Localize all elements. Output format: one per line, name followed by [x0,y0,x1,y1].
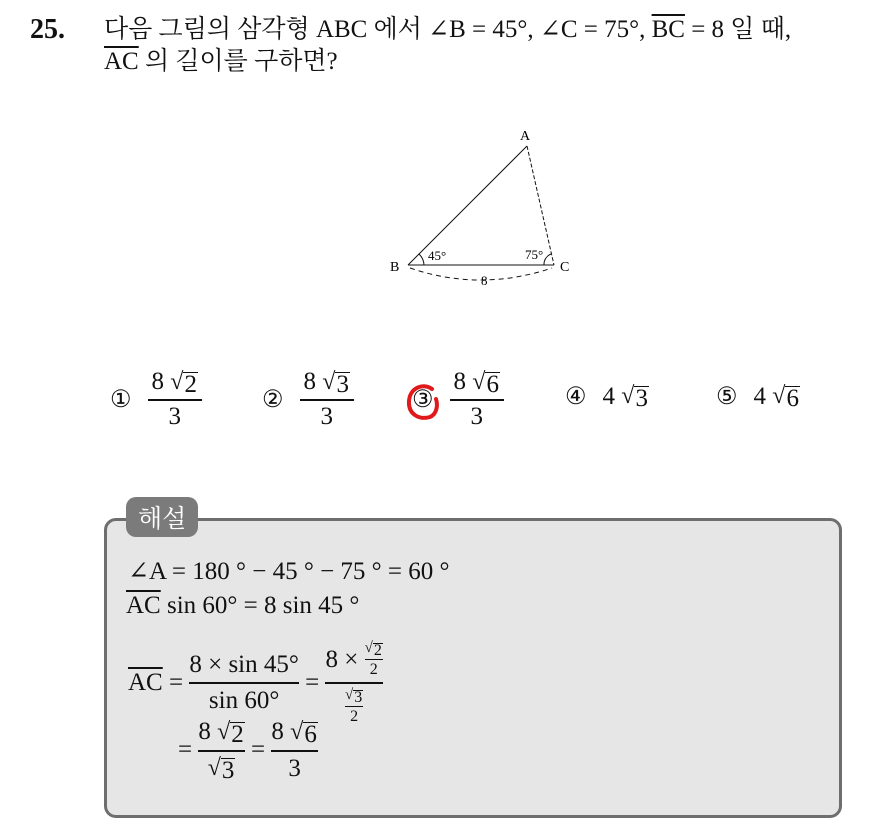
vertex-c-label: C [560,260,570,275]
choice-2[interactable] [262,368,354,431]
angle-c-arc [544,254,551,265]
choice-marker: ② [262,386,284,413]
choice-marker: ⑤ [716,384,738,410]
segment-ac: $\overline{AC}$ [104,48,139,75]
sqrt: √ 6 [772,382,799,412]
explanation-line-1: ∠A = 180 ° − 45 ° − 75 ° = 60 ° [128,558,450,585]
explanation-line-2: $\overline{AC}$ sin 60° = 8 sin 45 ° [126,592,360,619]
fraction: 8 √ 6 3 [271,718,317,782]
question-text [104,14,874,78]
question-text-part3: 의 길이를 구하면? [138,48,338,75]
sqrt: √ 2 [170,369,197,398]
choice-3[interactable] [412,368,504,431]
choice-1[interactable] [110,368,202,431]
sqrt: √ 6 [472,369,499,398]
question-text-part1: 다음 그림의 삼각형 ABC 에서 ∠B = 45°, ∠C = 75°, [104,16,652,43]
vertex-b-label: B [390,260,400,275]
choice-fraction: 8 √ 6 3 [450,368,504,431]
angle-b-arc [419,254,424,265]
choice-5[interactable]: ⑤ 4 √ 6 [716,382,799,412]
choice-marker: ④ [565,384,587,410]
segment-ac: $\overline{AC}$ [128,668,163,696]
question-text-part2: = 8 일 때, [684,16,792,43]
vertex-a-label: A [520,129,531,144]
angle-b-label: 45° [428,248,447,263]
segment-bc: $\overline{BC}$ [651,16,685,43]
fraction: 8 × √ 2 2 √ 3 2 [325,640,382,725]
sqrt: √ 3 [621,382,648,412]
question-number: 25. [30,14,65,45]
angle-c-label: 75° [525,247,544,262]
side-bc-length: 8 [481,273,488,288]
triangle-figure [380,120,600,290]
segment-ac: $\overline{AC}$ [126,592,161,619]
fraction: 8 √ 2 √ 3 [198,718,244,784]
explanation-line-3: $\overline{AC}$ = 8 × sin 45° sin 60° = 8 × √ 2 2 √ 3 2 [128,640,382,725]
side-ab [408,146,527,265]
choice-marker: ① [110,386,132,413]
choice-fraction: 8 √ 2 3 [148,368,202,431]
fraction: 8 × sin 45° sin 60° [189,651,299,714]
choice-fraction: 8 √ 3 3 [300,368,354,431]
sqrt: √ 3 [322,369,349,398]
explanation-label: 해설 [126,497,198,537]
explanation-line-4: = 8 √ 2 √ 3 = 8 √ 6 3 [178,718,317,784]
choice-4[interactable]: ④ 4 √ 3 [565,382,648,412]
choice-marker: ③ [412,385,434,414]
